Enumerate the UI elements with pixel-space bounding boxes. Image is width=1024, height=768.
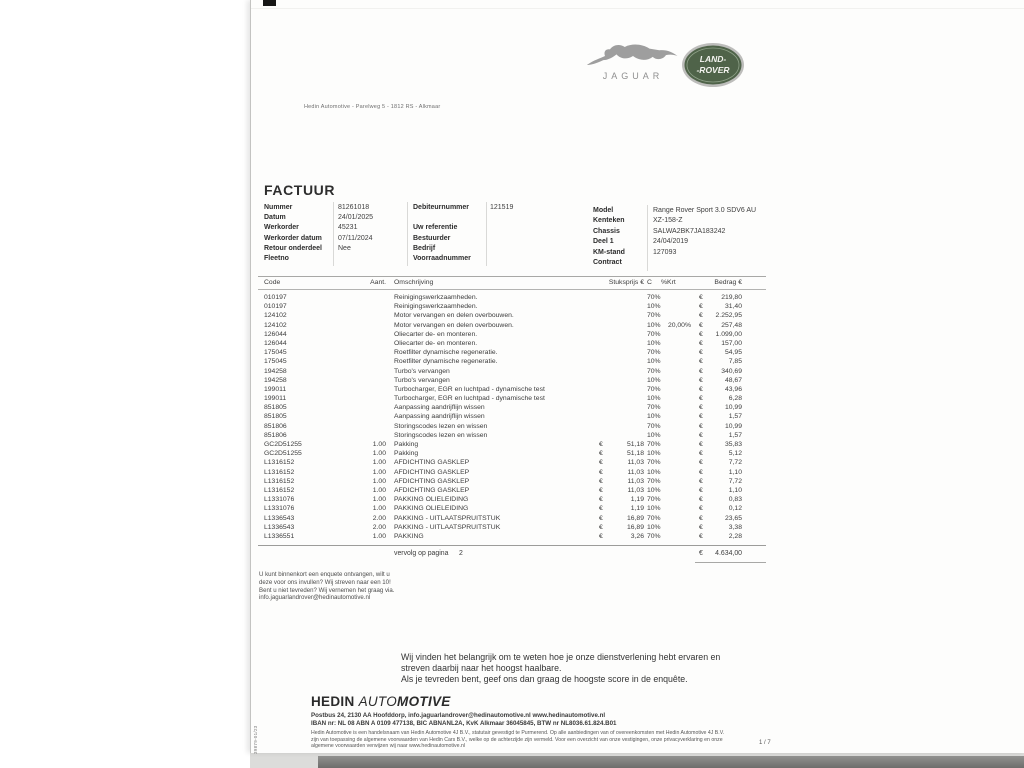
cell-amount: 2.252,95: [715, 312, 742, 320]
cell-c: 70%: [647, 514, 661, 522]
cell-description: Aanpassing aandrijflijn wissen: [394, 413, 485, 421]
cell-c: 10%: [647, 376, 661, 384]
footer-address-line: IBAN nr: NL 08 ABN A 0109 477138, BIC ABNANL2A, KvK Alkmaar 36045845, BTW nr NL8036.61.824.B01: [311, 719, 617, 727]
cell-unitprice: 51,18: [626, 450, 644, 458]
cell-amount: 54,95: [724, 349, 742, 357]
cell-amount-currency: €: [699, 514, 703, 522]
table-row: [251, 459, 1024, 468]
cell-description: Motor vervangen en delen overbouwen.: [394, 321, 514, 329]
table-row: [251, 478, 1024, 487]
vehicle-info-label: Contract: [593, 258, 622, 266]
cell-description: PAKKING OLIELEIDING: [394, 505, 469, 513]
cell-c: 10%: [647, 505, 661, 513]
info-label: Voorraadnummer: [413, 254, 471, 262]
table-row: [251, 349, 1024, 358]
cell-amount-currency: €: [699, 303, 703, 311]
cell-amount-currency: €: [699, 339, 703, 347]
cell-unitprice: 1,19: [630, 496, 644, 504]
footer-legal: [311, 730, 724, 750]
feedback-line: Als je tevreden bent, geef ons dan graag de hoogste score in de enquête.: [401, 674, 688, 684]
cell-amount: 35,83: [724, 441, 742, 448]
cell-amount: 0,12: [728, 505, 742, 513]
cell-description: PAKKING OLIELEIDING: [394, 496, 469, 504]
info-label: Bestuurder: [413, 234, 451, 242]
table-row: [251, 505, 1024, 514]
brand-part-auto: AUTO: [358, 694, 398, 709]
cell-description: AFDICHTING GASKLEP: [394, 468, 470, 476]
cell-amount: 7,72: [728, 477, 742, 485]
cell-amount: 7,72: [728, 459, 742, 467]
table-row: [251, 441, 1024, 450]
cell-amount: 1.099,00: [715, 330, 742, 338]
cell-amount: 10,99: [724, 422, 742, 430]
cell-qty: 1.00: [372, 477, 386, 485]
hedin-automotive-wordmark: [311, 694, 451, 709]
cell-code: 851806: [264, 431, 287, 439]
jaguar-wordmark: JAGUAR: [602, 71, 664, 81]
cell-description: Storingscodes lezen en wissen: [394, 431, 488, 439]
continuation-label: vervolg op pagina: [394, 550, 449, 557]
cell-unitprice-currency: €: [599, 450, 603, 458]
cell-c: 70%: [647, 496, 661, 504]
cell-amount-currency: €: [699, 496, 703, 504]
cell-description: Reinigingswerkzaamheden.: [394, 294, 478, 301]
info-value: 81261018: [338, 204, 370, 211]
vehicle-info-value: SALWA2BK7JA183242: [653, 227, 726, 235]
cell-amount-currency: €: [699, 450, 703, 458]
cell-qty: 1.00: [372, 450, 386, 458]
table-header-row: [251, 279, 1024, 287]
cell-amount-currency: €: [699, 404, 703, 412]
info-row: [413, 235, 573, 245]
table-row: [251, 432, 1024, 441]
info-label: Datum: [264, 214, 286, 222]
cell-description: PAKKING - UITLAATSPRUITSTUK: [394, 523, 501, 531]
info-row: [264, 245, 409, 255]
cell-description: Roetfilter dynamische regeneratie.: [394, 358, 498, 366]
table-row: [251, 533, 1024, 542]
dealer-address-line: Hedin Automotive - Parelweg 5 - 1812 RS - Alkmaar: [304, 104, 441, 110]
cell-qty: 2.00: [372, 523, 386, 531]
info-row: [264, 255, 409, 265]
cell-code: L1316152: [264, 477, 295, 485]
feedback-line: streven daarbij naar het hoogst haalbare.: [401, 663, 562, 673]
table-row: [251, 358, 1024, 367]
cell-amount-currency: €: [699, 349, 703, 357]
cell-amount-currency: €: [699, 385, 703, 393]
cell-c: 10%: [647, 468, 661, 476]
vehicle-info-row: [593, 259, 823, 269]
info-label: Werkorder: [264, 224, 299, 232]
cell-amount: 1,57: [728, 413, 742, 421]
cell-code: 124102: [264, 321, 287, 329]
cell-code: 175045: [264, 358, 287, 366]
info-row: [264, 235, 409, 245]
col-header-unitprice: Stuksprijs €: [608, 279, 644, 286]
cell-amount: 257,48: [721, 321, 742, 329]
info-value: 121519: [490, 204, 514, 211]
cell-unitprice: 11,03: [627, 468, 644, 476]
cell-amount-currency: €: [699, 312, 703, 320]
cell-amount: 1,10: [728, 486, 742, 494]
continuation-page: 2: [459, 550, 463, 557]
cell-unitprice-currency: €: [599, 514, 603, 522]
cell-c: 10%: [647, 339, 661, 347]
info-label: Uw referentie: [413, 224, 458, 232]
cell-c: 70%: [647, 532, 661, 540]
cell-description: AFDICHTING GASKLEP: [394, 486, 470, 494]
cell-amount-currency: €: [699, 367, 703, 375]
jaguar-logo: [581, 42, 685, 82]
jaguar-leaper-icon: [581, 42, 685, 70]
total-underline: [695, 562, 766, 563]
cell-c: 70%: [647, 349, 661, 357]
brand-part-motive: MOTIVE: [397, 694, 451, 709]
vehicle-info-row: [593, 238, 823, 248]
cell-c: 70%: [647, 385, 661, 393]
info-row: [264, 204, 409, 214]
cell-unitprice: 11,03: [627, 477, 644, 485]
col-header-amount: Bedrag €: [714, 279, 742, 286]
cell-unitprice-currency: €: [599, 505, 603, 513]
vehicle-info-value: Range Rover Sport 3.0 SDV6 AU: [653, 207, 757, 214]
cell-description: Pakking: [394, 450, 419, 458]
cell-code: L1316152: [264, 468, 295, 476]
cell-unitprice: 1,19: [630, 505, 644, 513]
brand-part-hedin: HEDIN: [311, 694, 355, 709]
cell-qty: 1.00: [372, 468, 386, 476]
info-value: 45231: [338, 224, 358, 232]
info-label: Fleetno: [264, 254, 289, 262]
info-label: Bedrijf: [413, 244, 436, 252]
cell-description: Oliecarter de- en monteren.: [394, 339, 478, 347]
table-row: [251, 322, 1024, 331]
vehicle-info-row: [593, 228, 823, 238]
vehicle-info-value: 127093: [653, 248, 677, 256]
info-value: 24/01/2025: [338, 214, 374, 222]
cell-c: 70%: [647, 330, 661, 338]
invoice-page: [250, 0, 1024, 753]
table-row: [251, 496, 1024, 505]
table-header-rule: [258, 289, 766, 290]
table-row: [251, 487, 1024, 496]
cell-code: 010197: [264, 294, 287, 301]
cell-code: L1316152: [264, 459, 295, 467]
cell-unitprice: 11,03: [627, 486, 644, 494]
cell-code: 851806: [264, 422, 287, 430]
footer-legal-line: algemene voorwaarden verwijzen wij naar www.hedinautomotive.nl: [311, 743, 465, 750]
cell-description: Turbocharger, EGR en luchtpad - dynamische test: [394, 395, 545, 403]
cell-code: 126044: [264, 339, 287, 347]
cell-amount-currency: €: [699, 358, 703, 366]
col-header-description: Omschrijving: [394, 279, 434, 286]
cell-description: AFDICHTING GASKLEP: [394, 477, 470, 485]
landrover-wordmark-top: LAND-: [699, 54, 727, 64]
scan-corner-mark: [263, 0, 276, 6]
cell-code: L1316152: [264, 486, 295, 494]
table-row: [251, 294, 1024, 303]
footer-address-line: Postbus 24, 2130 AA Hoofddorp, info.jaguarlandrover@hedinautomotive.nl www.hedinautomotive.nl: [311, 712, 606, 719]
table-top-rule: [258, 276, 766, 277]
info-label: Werkorder datum: [264, 234, 322, 242]
table-row: [251, 515, 1024, 524]
vehicle-info-value: 24/04/2019: [653, 238, 689, 246]
cell-code: 126044: [264, 330, 287, 338]
cell-qty: 1.00: [372, 496, 386, 504]
cell-qty: 1.00: [372, 486, 386, 494]
cell-amount: 23,65: [724, 514, 742, 522]
table-row: [251, 377, 1024, 386]
cell-c: 70%: [647, 422, 661, 430]
cell-code: L1331076: [264, 505, 295, 513]
invoice-info-left: [264, 204, 409, 265]
footer-legal-line: zijn van toepassing de algemene voorwaarden van Hedin Cars B.V., welke op de achterzijde zijn vermeld. Voor een overzicht van onze vestigingen, onze privacyverklaring en onze: [311, 736, 723, 743]
footer-legal-line: Hedin Automotive is een handelsnaam van Hedin Automotive 4J B.V., statutair gevestigd te Purmerend. Op alle aanbiedingen van of overeenkomsten met Hedin Automotive 4J B.V.: [311, 730, 725, 736]
feedback-message: [401, 652, 720, 685]
info-value: Nee: [338, 244, 351, 252]
cell-c: 70%: [647, 477, 661, 485]
cell-amount-currency: €: [699, 294, 703, 301]
cell-c: 10%: [647, 395, 661, 403]
cell-amount: 10,99: [724, 404, 742, 412]
info-label: Debiteurnummer: [413, 204, 470, 211]
vehicle-info-label: Model: [593, 207, 614, 214]
survey-note-line: U kunt binnenkort een enquete ontvangen, wilt u: [259, 571, 390, 578]
cell-c: 70%: [647, 441, 661, 448]
table-row: [251, 450, 1024, 459]
cell-unitprice-currency: €: [599, 523, 603, 531]
cell-amount-currency: €: [699, 486, 703, 494]
cell-code: GC2D51255: [264, 450, 302, 458]
survey-note: [259, 571, 395, 602]
cell-description: Turbo's vervangen: [394, 367, 450, 375]
scanner-edge-bar: [318, 756, 1024, 768]
info-row: [264, 224, 409, 234]
cell-amount: 157,00: [721, 339, 742, 347]
cell-code: 199011: [264, 395, 287, 403]
table-row: [251, 312, 1024, 321]
cell-code: L1336543: [264, 523, 295, 531]
info-label: Nummer: [264, 204, 293, 211]
info-row: [413, 224, 573, 234]
table-bottom-rule: [258, 545, 766, 546]
invoice-title: FACTUUR: [264, 182, 336, 198]
cell-unitprice-currency: €: [599, 486, 603, 494]
col-header-discount: %Krt: [661, 279, 676, 286]
cell-code: 175045: [264, 349, 287, 357]
cell-description: Turbocharger, EGR en luchtpad - dynamische test: [394, 385, 545, 393]
cell-amount-currency: €: [699, 413, 703, 421]
cell-code: 851805: [264, 404, 287, 412]
col-header-code: Code: [264, 279, 281, 286]
cell-amount-currency: €: [699, 505, 703, 513]
table-row: [251, 413, 1024, 422]
survey-note-line: Bent u niet tevreden? Wij vernemen het graag via.: [259, 586, 395, 594]
cell-c: 10%: [647, 431, 661, 439]
cell-amount: 48,67: [724, 376, 742, 384]
table-row: [251, 303, 1024, 312]
form-reference-code: 39879-01/23: [253, 725, 258, 754]
survey-note-line: deze voor ons invullen? Wij streven naar een 10!: [259, 578, 391, 586]
cell-code: 194258: [264, 376, 287, 384]
scan-fold-line: [251, 8, 1024, 9]
cell-amount: 1,57: [728, 431, 742, 439]
cell-c: 10%: [647, 303, 661, 311]
cell-amount: 1,10: [728, 468, 742, 476]
vehicle-info-label: Chassis: [593, 227, 620, 235]
invoice-info-middle: [413, 204, 573, 265]
cell-unitprice: 16,89: [626, 514, 644, 522]
total-amount: 4.634,00: [715, 550, 742, 557]
table-row: [251, 386, 1024, 395]
landrover-badge-icon: [681, 42, 745, 88]
vehicle-info-row: [593, 217, 823, 227]
table-row: [251, 469, 1024, 478]
total-currency: €: [699, 550, 703, 557]
cell-c: 70%: [647, 312, 661, 320]
page-indicator: 1 / 7: [759, 740, 771, 746]
cell-description: Oliecarter de- en monteren.: [394, 330, 478, 338]
cell-code: L1336543: [264, 514, 295, 522]
table-row: [251, 340, 1024, 349]
cell-c: 10%: [647, 523, 661, 531]
cell-amount: 0,83: [728, 496, 742, 504]
cell-qty: 1.00: [372, 441, 386, 448]
cell-unitprice: 11,03: [627, 459, 644, 467]
cell-c: 10%: [647, 358, 661, 366]
cell-amount: 2,28: [728, 532, 742, 540]
vehicle-info-label: Deel 1: [593, 238, 614, 246]
cell-amount: 43,96: [724, 385, 742, 393]
cell-description: Reinigingswerkzaamheden.: [394, 303, 478, 311]
cell-amount: 219,80: [721, 294, 742, 301]
cell-code: GC2D51255: [264, 441, 302, 448]
vehicle-info-row: [593, 207, 823, 217]
footer-address: [311, 712, 617, 727]
cell-description: Aanpassing aandrijflijn wissen: [394, 404, 485, 412]
cell-unitprice-currency: €: [599, 532, 603, 540]
cell-description: AFDICHTING GASKLEP: [394, 459, 470, 467]
vehicle-info: [593, 207, 823, 269]
cell-c: 10%: [647, 413, 661, 421]
vehicle-info-label: Kenteken: [593, 217, 625, 225]
cell-qty: 2.00: [372, 514, 386, 522]
table-row: [251, 368, 1024, 377]
vehicle-info-value: XZ-158-Z: [653, 217, 683, 225]
survey-note-line: info.jaguarlandrover@hedinautomotive.nl: [259, 594, 371, 602]
cell-amount-currency: €: [699, 376, 703, 384]
cell-code: 194258: [264, 367, 287, 375]
cell-qty: 1.00: [372, 459, 386, 467]
cell-unitprice-currency: €: [599, 477, 603, 485]
info-label: Retour onderdeel: [264, 244, 322, 252]
table-row: [251, 331, 1024, 340]
cell-code: 010197: [264, 303, 287, 311]
cell-amount: 31,40: [724, 303, 742, 311]
cell-unitprice-currency: €: [599, 459, 603, 467]
cell-amount-currency: €: [699, 532, 703, 540]
cell-code: L1331076: [264, 496, 295, 504]
cell-amount-currency: €: [699, 321, 703, 329]
cell-c: 70%: [647, 367, 661, 375]
cell-amount: 7,85: [728, 358, 742, 366]
cell-unitprice-currency: €: [599, 468, 603, 476]
cell-amount-currency: €: [699, 468, 703, 476]
cell-unitprice: 51,18: [626, 441, 644, 448]
cell-c: 70%: [647, 404, 661, 412]
info-row: [264, 214, 409, 224]
cell-amount-currency: €: [699, 431, 703, 439]
cell-amount-currency: €: [699, 395, 703, 403]
cell-amount: 340,69: [721, 367, 742, 375]
info-row: [413, 204, 573, 214]
cell-description: Pakking: [394, 441, 419, 448]
feedback-line: Wij vinden het belangrijk om te weten hoe je onze dienstverlening hebt ervaren en: [401, 652, 721, 662]
table-row: [251, 395, 1024, 404]
cell-code: 199011: [264, 385, 287, 393]
cell-description: PAKKING: [394, 532, 424, 540]
cell-code: 124102: [264, 312, 287, 320]
cell-amount: 6,28: [728, 395, 742, 403]
cell-description: PAKKING - UITLAATSPRUITSTUK: [394, 514, 501, 522]
cell-amount-currency: €: [699, 523, 703, 531]
cell-amount: 3,38: [728, 523, 742, 531]
cell-unitprice-currency: €: [599, 496, 603, 504]
cell-amount-currency: €: [699, 441, 703, 448]
info-row: [413, 245, 573, 255]
cell-c: 10%: [647, 486, 661, 494]
cell-description: Turbo's vervangen: [394, 376, 450, 384]
cell-c: 10%: [647, 450, 661, 458]
table-body: [251, 294, 1024, 542]
vehicle-info-label: KM-stand: [593, 248, 625, 256]
cell-unitprice: 16,89: [626, 523, 644, 531]
cell-description: Motor vervangen en delen overbouwen.: [394, 312, 514, 320]
cell-qty: 1.00: [372, 532, 386, 540]
landrover-wordmark-bottom: -ROVER: [696, 65, 730, 75]
cell-c: 10%: [647, 321, 661, 329]
cell-description: Roetfilter dynamische regeneratie.: [394, 349, 498, 357]
vehicle-info-row: [593, 249, 823, 259]
cell-amount-currency: €: [699, 459, 703, 467]
col-header-c: C: [647, 279, 652, 286]
landrover-logo: [681, 42, 745, 88]
cell-unitprice: 3,26: [630, 532, 644, 540]
cell-c: 70%: [647, 459, 661, 467]
cell-amount: 5,12: [728, 450, 742, 458]
cell-code: 851805: [264, 413, 287, 421]
cell-amount-currency: €: [699, 422, 703, 430]
col-header-qty: Aant.: [370, 279, 386, 286]
cell-description: Storingscodes lezen en wissen: [394, 422, 488, 430]
info-row: [413, 255, 573, 265]
cell-amount-currency: €: [699, 477, 703, 485]
cell-c: 70%: [647, 294, 661, 301]
cell-code: L1336551: [264, 532, 295, 540]
table-row: [251, 524, 1024, 533]
cell-amount-currency: €: [699, 330, 703, 338]
table-row: [251, 423, 1024, 432]
cell-unitprice-currency: €: [599, 441, 603, 448]
info-row: [413, 214, 573, 224]
cell-qty: 1.00: [372, 505, 386, 513]
info-value: 07/11/2024: [338, 234, 373, 242]
table-row: [251, 404, 1024, 413]
cell-discount: 20,00%: [667, 321, 691, 329]
